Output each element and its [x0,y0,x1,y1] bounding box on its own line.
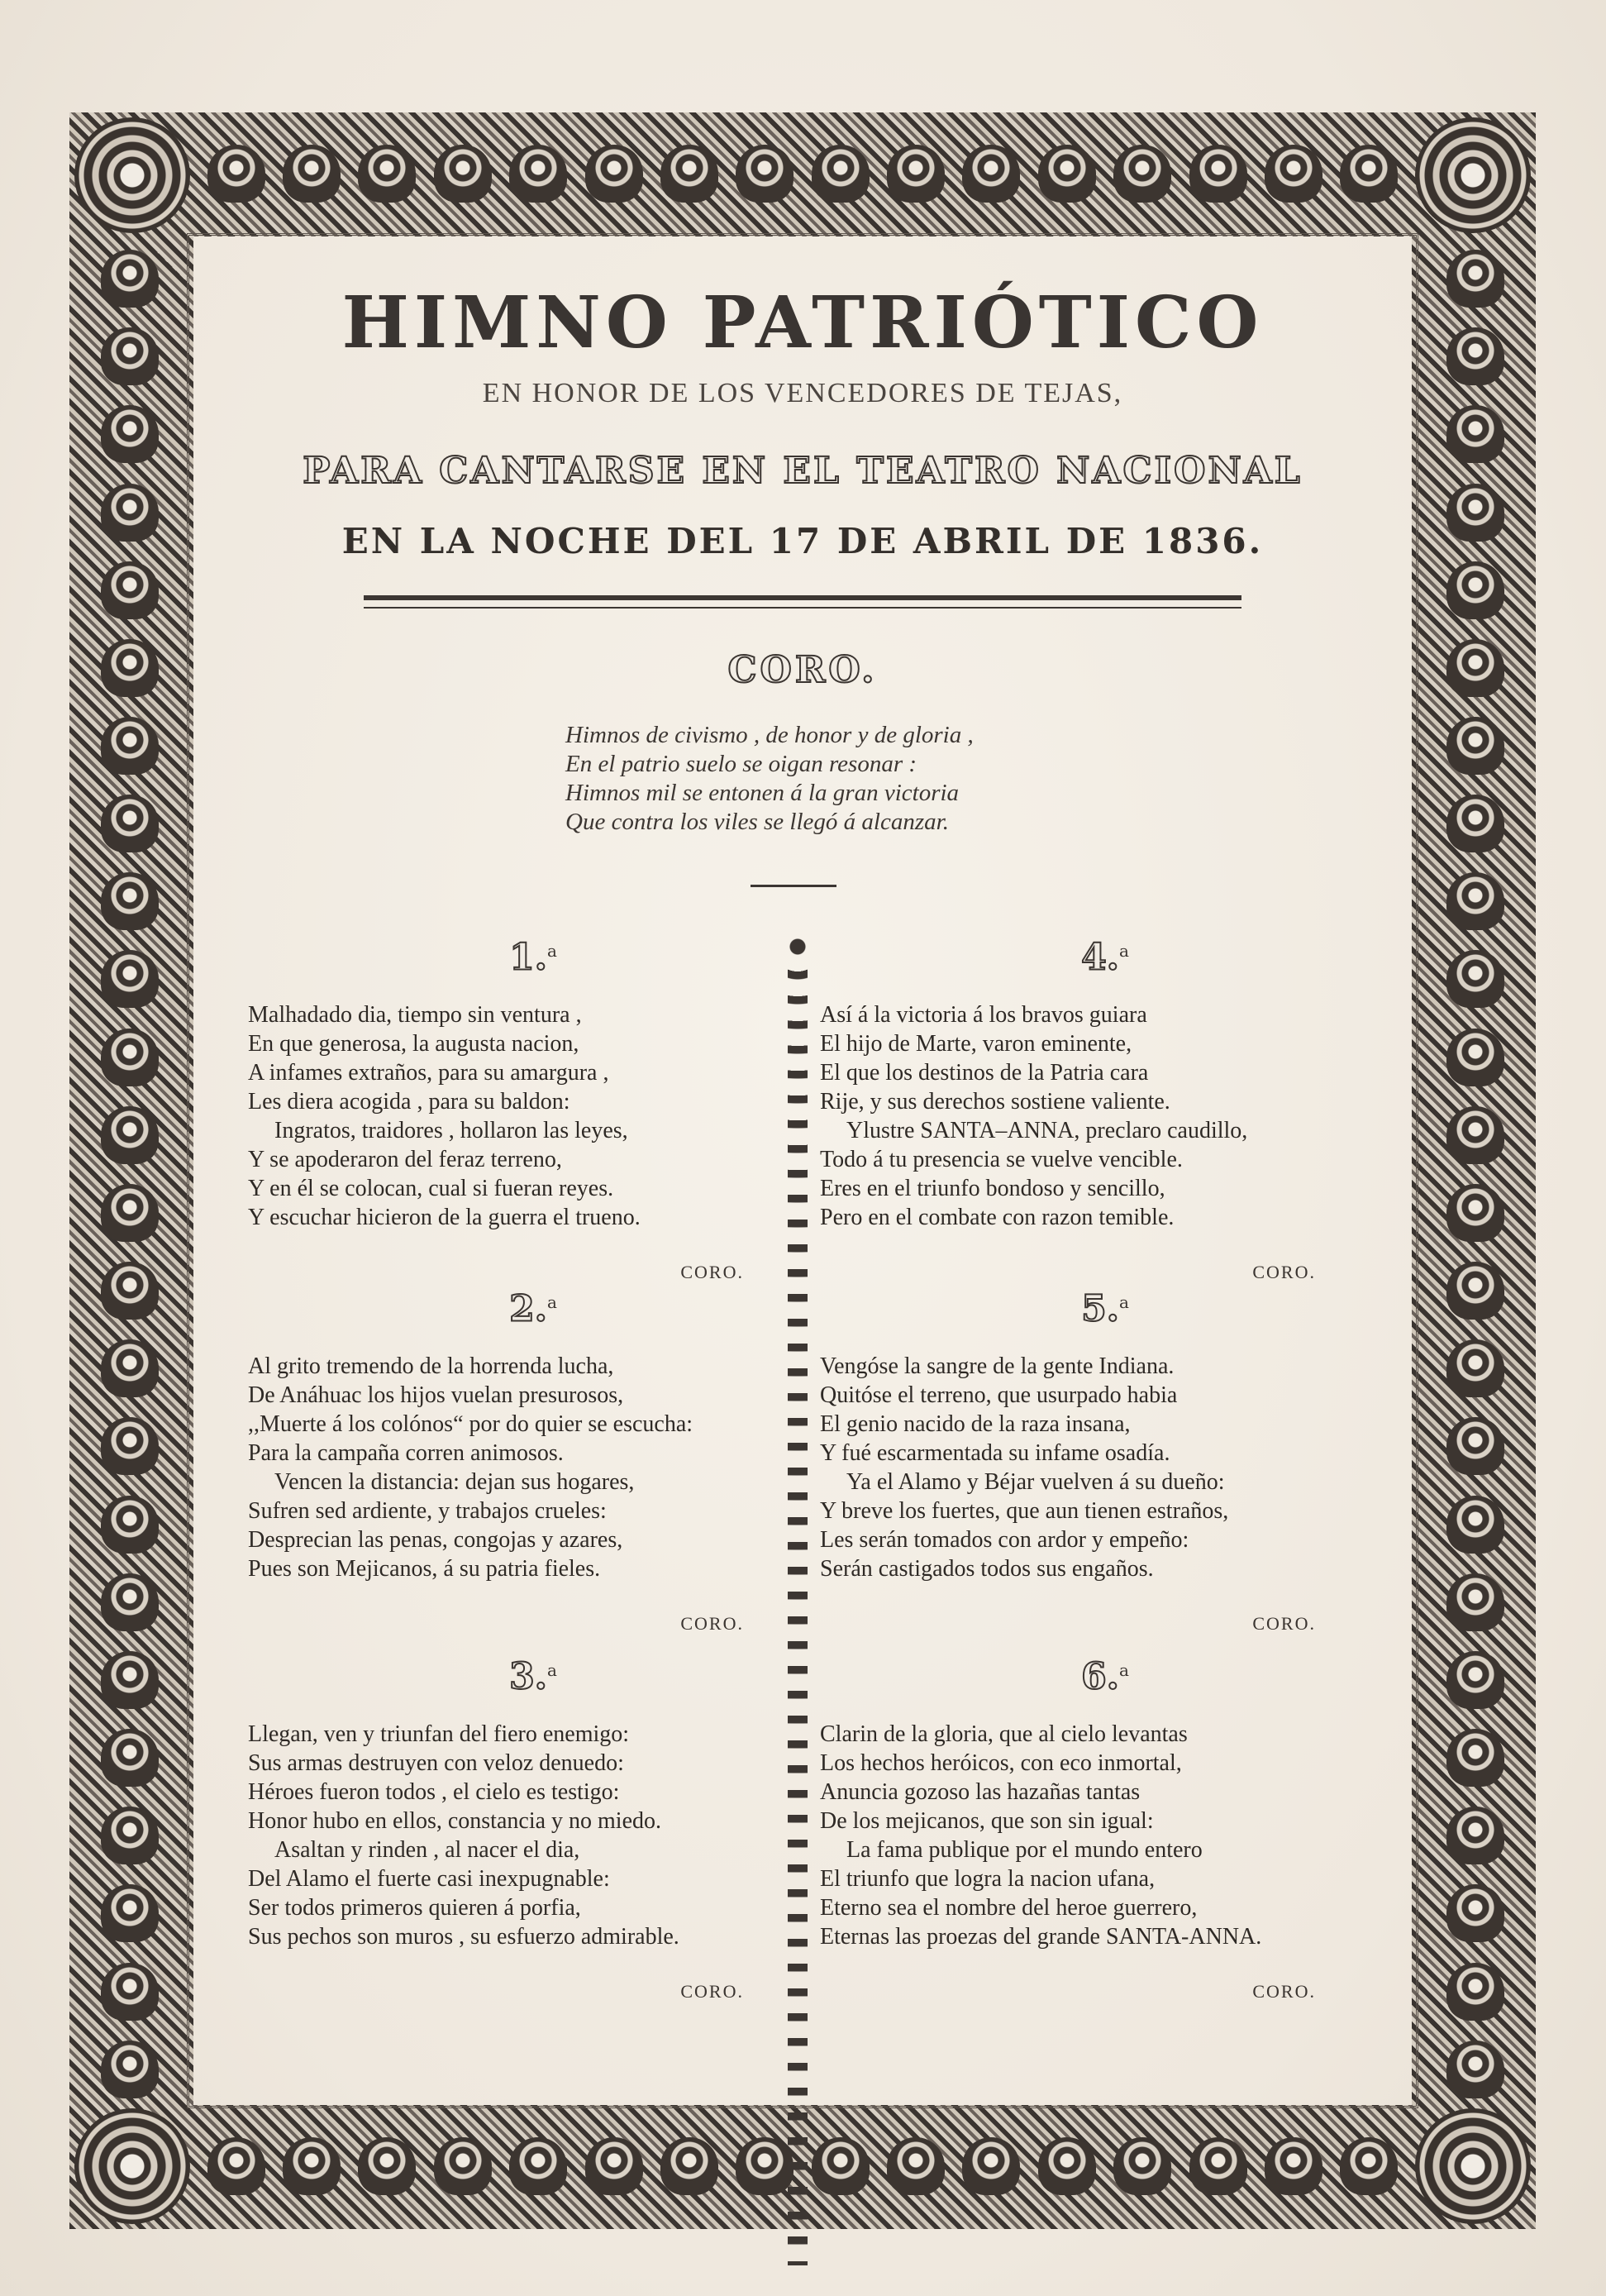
stanza-lines [248,1720,818,1951]
corner-rosette-icon [74,117,190,233]
stanza-number: 6.$^a$ [1081,1655,1129,1698]
verse-line: Ya el Alamo y Béjar vuelven á su dueño: [846,1469,1225,1495]
verse-line: Los hechos heróicos, con eco inmortal, [820,1750,1182,1776]
verse-line: La fama publique por el mundo entero [846,1837,1203,1863]
verse-line: Y escuchar hicieron de la guerra el trueno. [248,1205,641,1230]
verse-line: Sus pechos son muros , su esfuerzo admirable. [248,1924,679,1950]
coro-tag: CORO. [1252,1262,1316,1282]
verse-line: Vengóse la sangre de la gente Indiana. [820,1353,1175,1379]
verse-line: A infames extraños, para su amargura , [248,1060,609,1086]
coro-tag: CORO. [1252,1981,1316,2002]
verse-line: El genio nacido de la raza insana, [820,1411,1131,1437]
coro-rule [751,885,836,887]
right-ornament-band [1422,240,1529,2108]
verse-line: El triunfo que logra la nacion ufana, [820,1866,1156,1892]
title-rule [364,595,1241,609]
coro-heading: CORO. [727,649,878,691]
stanza-3 [248,1645,818,2002]
stanza-number: 1.$^a$ [509,936,557,979]
verse-line: Eternas las proezas del grande SANTA-ANNA. [820,1924,1262,1950]
stanza-lines [820,1352,1390,1583]
verse-line: Asaltan y rinden , al nacer el dia, [274,1837,580,1863]
verse-line: Desprecian las penas, congojas y azares, [248,1527,623,1553]
stanza-6 [820,1645,1390,2002]
verse-line: ,,Muerte á los colónos“ por do quier se escucha: [248,1411,693,1437]
verse-line: Ingratos, traidores , hollaron las leyes, [274,1118,628,1143]
verse-line: Sus armas destruyen con veloz denuedo: [248,1750,624,1776]
verse-line: Pues son Mejicanos, á su patria fieles. [248,1556,601,1582]
verse-line: Quitóse el terreno, que usurpado habia [820,1382,1178,1408]
subtitle-date: EN LA NOCHE DEL 17 DE ABRIL DE 1836. [341,521,1264,561]
verse-line: Rije, y sus derechos sostiene valiente. [820,1089,1170,1115]
coro-line: Que contra los viles se llegó á alcanzar. [565,809,949,835]
verse-line: Eres en el triunfo bondoso y sencillo, [820,1176,1165,1201]
verse-line: Eterno sea el nombre del heroe guerrero, [820,1895,1198,1921]
verse-line: Héroes fueron todos , el cielo es testigo: [248,1779,620,1805]
verse-line: Honor hubo en ellos, constancia y no miedo. [248,1808,662,1834]
stanza-number: 5.$^a$ [1081,1287,1129,1330]
verse-line: Todo á tu presencia se vuelve vencible. [820,1147,1183,1172]
stanza-5 [820,1277,1390,1635]
verse-line: Clarin de la gloria, que al cielo levantas [820,1721,1188,1747]
stanza-number: 4.$^a$ [1081,936,1129,979]
verse-line: Y fué escarmentada su infame osadía. [820,1440,1170,1466]
verse-line: Pero en el combate con razon temible. [820,1205,1175,1230]
coro-tag: CORO. [680,1262,744,1282]
coro-line: En el patrio suelo se oigan resonar : [565,751,917,777]
page-title: HIMNO PATRIÓTICO [341,281,1264,365]
verse-line: Anuncia gozoso las hazañas tantas [820,1779,1141,1805]
verse-line: El que los destinos de la Patria cara [820,1060,1149,1086]
top-ornament-band [198,124,1407,223]
verse-line: Así á la victoria á los bravos guiara [820,1002,1147,1028]
verse-line: Ser todos primeros quieren á porfia, [248,1895,581,1921]
verse-line: Del Alamo el fuerte casi inexpugnable: [248,1866,610,1892]
verse-line: Serán castigados todos sus engaños. [820,1556,1154,1582]
verse-line: Ylustre SANTA–ANNA, preclaro caudillo, [846,1118,1248,1143]
verse-line: Sufren sed ardiente, y trabajos crueles: [248,1498,607,1524]
verse-line: Llegan, ven y triunfan del fiero enemigo: [248,1721,630,1747]
verse-line: De Anáhuac los hijos vuelan presurosos, [248,1382,624,1408]
coro-line: Himnos de civismo , de honor y de gloria , [565,722,974,748]
verse-line: De los mejicanos, que son sin igual: [820,1808,1154,1834]
stanza-1 [248,926,818,1283]
verse-line: Les serán tomados con ardor y empeño: [820,1527,1189,1553]
verse-line: En que generosa, la augusta nacion, [248,1031,579,1057]
coro-line: Himnos mil se entonen á la gran victoria [565,780,960,806]
stanza-lines [820,1720,1390,1951]
stanza-number: 2.$^a$ [509,1287,557,1330]
coro-verse [565,721,1144,837]
left-ornament-band [76,240,183,2108]
stanza-4 [820,926,1390,1283]
verse-line: El hijo de Marte, varon eminente, [820,1031,1132,1057]
coro-tag: CORO. [680,1613,744,1634]
verse-line: Al grito tremendo de la horrenda lucha, [248,1353,614,1379]
subtitle-dedication: EN HONOR DE LOS VENCEDORES DE TEJAS, [482,378,1123,408]
stanza-lines [820,1000,1390,1232]
subtitle-venue: PARA CANTARSE EN EL TEATRO NACIONAL [303,450,1303,492]
verse-line: Vencen la distancia: dejan sus hogares, [274,1469,635,1495]
coro-tag: CORO. [1252,1613,1316,1634]
corner-rosette-icon [1415,117,1531,233]
verse-line: Y breve los fuertes, que aun tienen estraños, [820,1498,1229,1524]
stanza-lines [248,1000,818,1232]
stanza-number: 3.$^a$ [509,1655,557,1698]
stanza-2 [248,1277,818,1635]
verse-line: Para la campaña corren animosos. [248,1440,564,1466]
corner-rosette-icon [74,2108,190,2224]
stanza-lines [248,1352,818,1583]
verse-line: Y se apoderaron del feraz terreno, [248,1147,562,1172]
verse-line: Malhadado dia, tiempo sin ventura , [248,1002,582,1028]
coro-tag: CORO. [680,1981,744,2002]
corner-rosette-icon [1415,2108,1531,2224]
verse-line: Les diera acogida , para su baldon: [248,1089,570,1115]
verse-line: Y en él se colocan, cual si fueran reyes. [248,1176,614,1201]
